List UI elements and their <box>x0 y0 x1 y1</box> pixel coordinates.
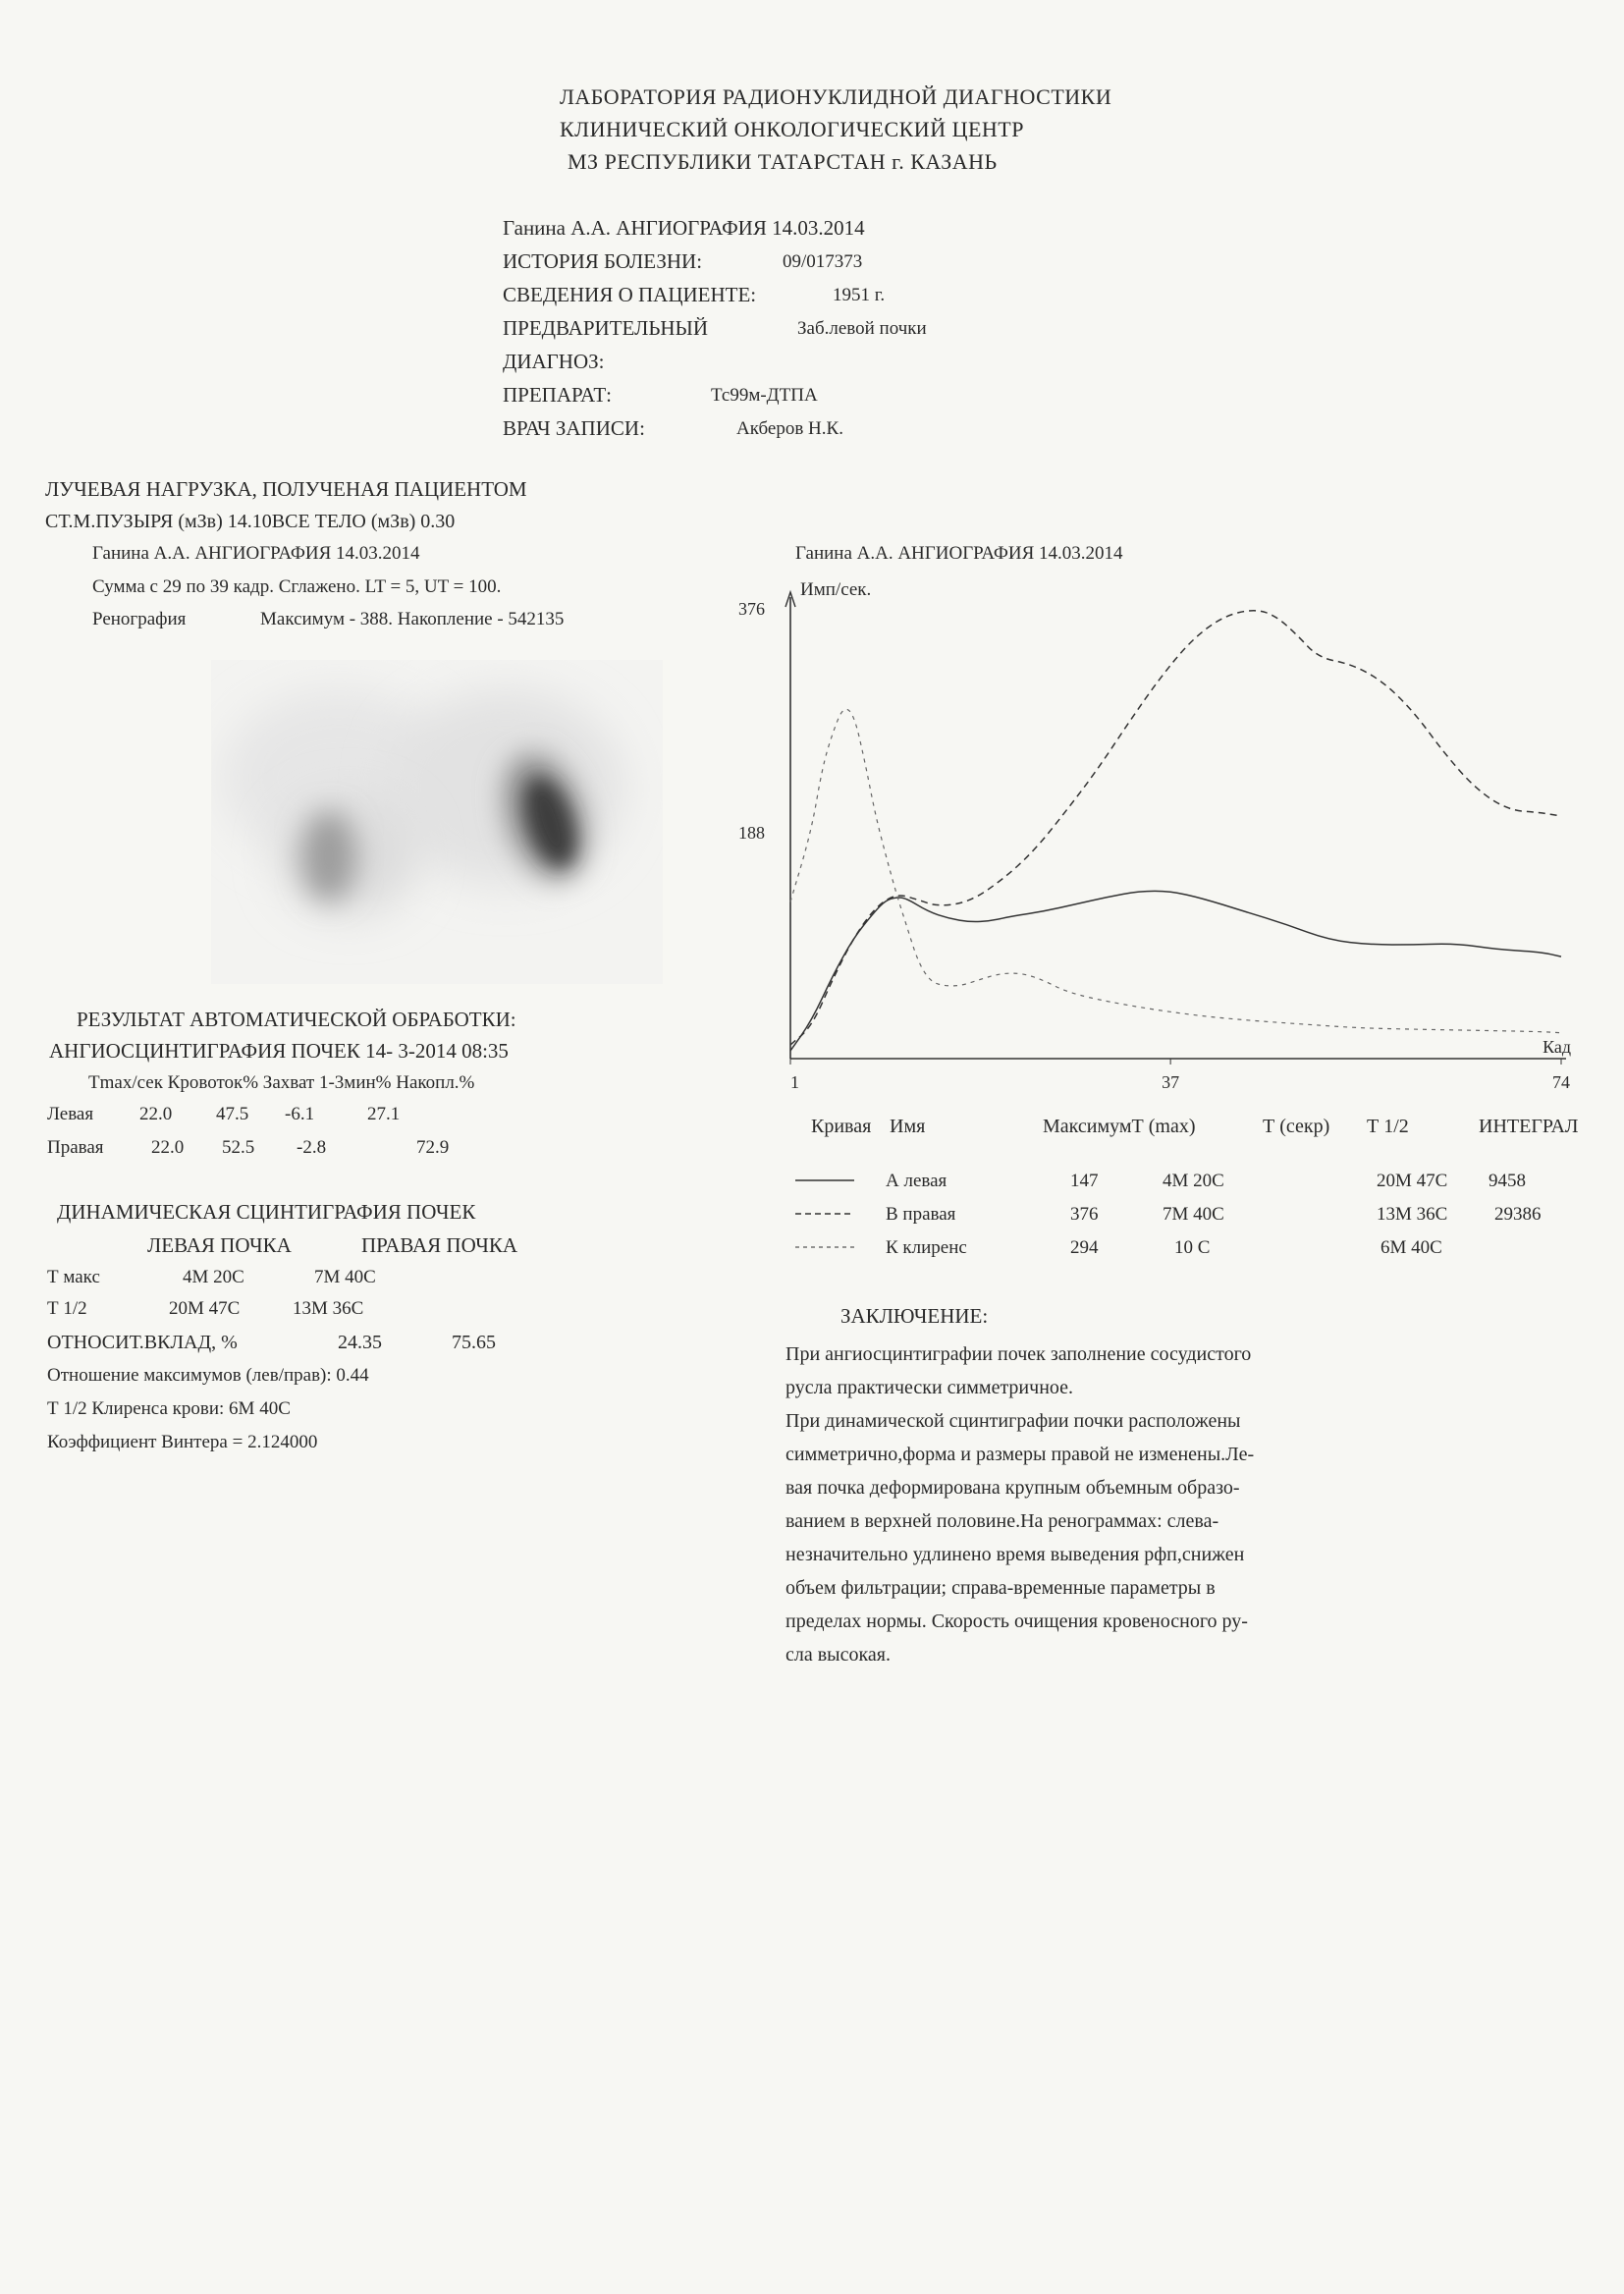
auto-row-accum: 72.9 <box>416 1137 450 1158</box>
renogram-chart <box>707 568 1571 1098</box>
image-sum-line: Сумма с 29 по 39 кадр. Сглажено. LT = 5, UT = 100. <box>92 576 502 597</box>
auto-title: РЕЗУЛЬТАТ АВТОМАТИЧЕСКОЙ ОБРАБОТКИ: <box>77 1008 516 1031</box>
tmax-left: 4М 20С <box>183 1267 244 1287</box>
blood-clearance-line: Т 1/2 Клиренса крови: 6М 40С <box>47 1398 291 1419</box>
y-tick-label: 376 <box>738 599 765 619</box>
conclusion-line: вая почка деформирована крупным объемным образо- <box>785 1477 1240 1499</box>
thalf-label: Т 1/2 <box>47 1298 87 1319</box>
tmax-label: Т макс <box>47 1267 100 1287</box>
x-tick-label: 74 <box>1552 1072 1570 1092</box>
legend-col-max: МаксимумТ (max) <box>1043 1116 1196 1137</box>
thalf-left: 20М 47С <box>169 1298 241 1319</box>
legend-max: 294 <box>1070 1237 1099 1258</box>
auto-row-capture: -2.8 <box>297 1137 327 1158</box>
max-ratio-line: Отношение максимумов (лев/прав): 0.44 <box>47 1365 369 1386</box>
conclusion-line: незначительно удлинено время выведения рфп,снижен <box>785 1544 1245 1565</box>
legend-col-thalf: Т 1/2 <box>1367 1116 1409 1137</box>
legend-integral: 9458 <box>1489 1171 1526 1191</box>
legend-line-solid <box>795 1178 854 1182</box>
patient-study-line: Ганина А.А. АНГИОГРАФИЯ 14.03.2014 <box>503 216 865 240</box>
conclusion-line: объем фильтрации; справа-временные параметры в <box>785 1577 1216 1599</box>
conclusion-line: симметрично,форма и размеры правой не изменены.Ле- <box>785 1444 1255 1465</box>
x-axis-label: Кад <box>1543 1037 1571 1057</box>
auto-columns: Tmax/сек Кровоток% Захват 1-3мин% Накопл.% <box>88 1072 475 1093</box>
history-value: 09/017373 <box>783 251 863 272</box>
winter-coefficient-line: Коэффициент Винтера = 2.124000 <box>47 1432 318 1452</box>
dynamic-col-left: ЛЕВАЯ ПОЧКА <box>147 1233 292 1257</box>
legend-integral: 29386 <box>1494 1204 1542 1225</box>
auto-row-accum: 27.1 <box>367 1104 401 1124</box>
prelim-value: Заб.левой почки <box>797 318 927 339</box>
legend-line-dashed <box>795 1212 854 1216</box>
conclusion-text <box>785 1338 1254 1671</box>
auto-row-tmax: 22.0 <box>139 1104 173 1124</box>
dose-title: ЛУЧЕВАЯ НАГРУЗКА, ПОЛУЧЕНАЯ ПАЦИЕНТОМ <box>45 477 527 501</box>
tmax-right: 7М 40С <box>314 1267 376 1287</box>
conclusion-line: ванием в верхней половине.На ренограммах: слева- <box>785 1510 1219 1532</box>
conclusion-line: пределах нормы. Скорость очищения кровеносного ру- <box>785 1611 1248 1632</box>
series-line-clearance <box>790 709 1561 1032</box>
x-tick-label: 1 <box>790 1072 799 1092</box>
legend-name: К клиренс <box>886 1237 967 1258</box>
legend-col-integral: ИНТЕГРАЛ <box>1479 1116 1579 1137</box>
patient-info-value: 1951 г. <box>833 285 886 305</box>
drug-value: Тс99м-ДТПА <box>711 385 818 406</box>
lab-title-line3: МЗ РЕСПУБЛИКИ ТАТАРСТАН г. КАЗАНЬ <box>568 149 998 174</box>
legend-thalf: 13М 36С <box>1377 1204 1448 1225</box>
legend-max: 147 <box>1070 1171 1099 1191</box>
auto-row-label: Левая <box>47 1104 94 1124</box>
legend-thalf: 20М 47С <box>1377 1171 1448 1191</box>
dynamic-title: ДИНАМИЧЕСКАЯ СЦИНТИГРАФИЯ ПОЧЕК <box>57 1200 476 1224</box>
dynamic-col-right: ПРАВАЯ ПОЧКА <box>361 1233 518 1257</box>
auto-row-capture: -6.1 <box>285 1104 315 1124</box>
legend-name: А левая <box>886 1171 947 1191</box>
conclusion-line: При ангиосцинтиграфии почек заполнение сосудистого <box>785 1343 1252 1365</box>
conclusion-line: сла высокая. <box>785 1644 891 1666</box>
legend-tmax: 4М 20С <box>1163 1171 1224 1191</box>
legend-line-dotted <box>795 1245 854 1249</box>
auto-row-flow: 52.5 <box>222 1137 255 1158</box>
legend-tmax: 7М 40С <box>1163 1204 1224 1225</box>
y-axis-label: Имп/сек. <box>800 579 872 600</box>
patient-info-label: СВЕДЕНИЯ О ПАЦИЕНТЕ: <box>503 283 757 306</box>
doctor-value: Акберов Н.К. <box>736 418 843 439</box>
diagnosis-label: ДИАГНОЗ: <box>503 350 605 373</box>
legend-max: 376 <box>1070 1204 1099 1225</box>
thalf-right: 13М 36С <box>293 1298 364 1319</box>
legend-name: В правая <box>886 1204 956 1225</box>
conclusion-line: При динамической сцинтиграфии почки расположены <box>785 1410 1241 1432</box>
lab-title-line2: КЛИНИЧЕСКИЙ ОНКОЛОГИЧЕСКИЙ ЦЕНТР <box>560 117 1024 141</box>
dose-line: СТ.М.ПУЗЫРЯ (мЗв) 14.10ВСЕ ТЕЛО (мЗв) 0.30 <box>45 511 456 532</box>
legend-col-name: Имя <box>890 1116 926 1137</box>
auto-row-flow: 47.5 <box>216 1104 249 1124</box>
contrib-right: 75.65 <box>452 1332 496 1353</box>
renography-value: Максимум - 388. Накопление - 542135 <box>260 609 565 629</box>
series-line-right <box>790 611 1561 1045</box>
chart-header: Ганина А.А. АНГИОГРАФИЯ 14.03.2014 <box>795 543 1123 564</box>
auto-row-label: Правая <box>47 1137 104 1158</box>
legend-col-curve: Кривая <box>811 1116 872 1137</box>
series-line-left <box>790 891 1561 1051</box>
contrib-label: ОТНОСИТ.ВКЛАД, % <box>47 1332 238 1353</box>
lab-title-line1: ЛАБОРАТОРИЯ РАДИОНУКЛИДНОЙ ДИАГНОСТИКИ <box>560 84 1112 109</box>
legend-thalf: 6М 40С <box>1380 1237 1442 1258</box>
auto-subtitle: АНГИОСЦИНТИГРАФИЯ ПОЧЕК 14- 3-2014 08:35 <box>49 1039 509 1063</box>
legend-col-tsecr: Т (секр) <box>1263 1116 1330 1137</box>
contrib-left: 24.35 <box>338 1332 382 1353</box>
auto-row-tmax: 22.0 <box>151 1137 185 1158</box>
x-tick-label: 37 <box>1162 1072 1180 1092</box>
legend-tmax: 10 С <box>1174 1237 1211 1258</box>
history-label: ИСТОРИЯ БОЛЕЗНИ: <box>503 249 703 273</box>
renography-label: Ренография <box>92 609 187 629</box>
drug-label: ПРЕПАРАТ: <box>503 383 612 407</box>
kidney-scintigram <box>211 660 663 984</box>
prelim-label: ПРЕДВАРИТЕЛЬНЫЙ <box>503 316 709 340</box>
doctor-label: ВРАЧ ЗАПИСИ: <box>503 416 645 440</box>
y-tick-label: 188 <box>738 823 765 843</box>
image-study-line: Ганина А.А. АНГИОГРАФИЯ 14.03.2014 <box>92 543 420 564</box>
conclusion-line: русла практически симметричное. <box>785 1377 1074 1398</box>
conclusion-title: ЗАКЛЮЧЕНИЕ: <box>840 1304 989 1328</box>
